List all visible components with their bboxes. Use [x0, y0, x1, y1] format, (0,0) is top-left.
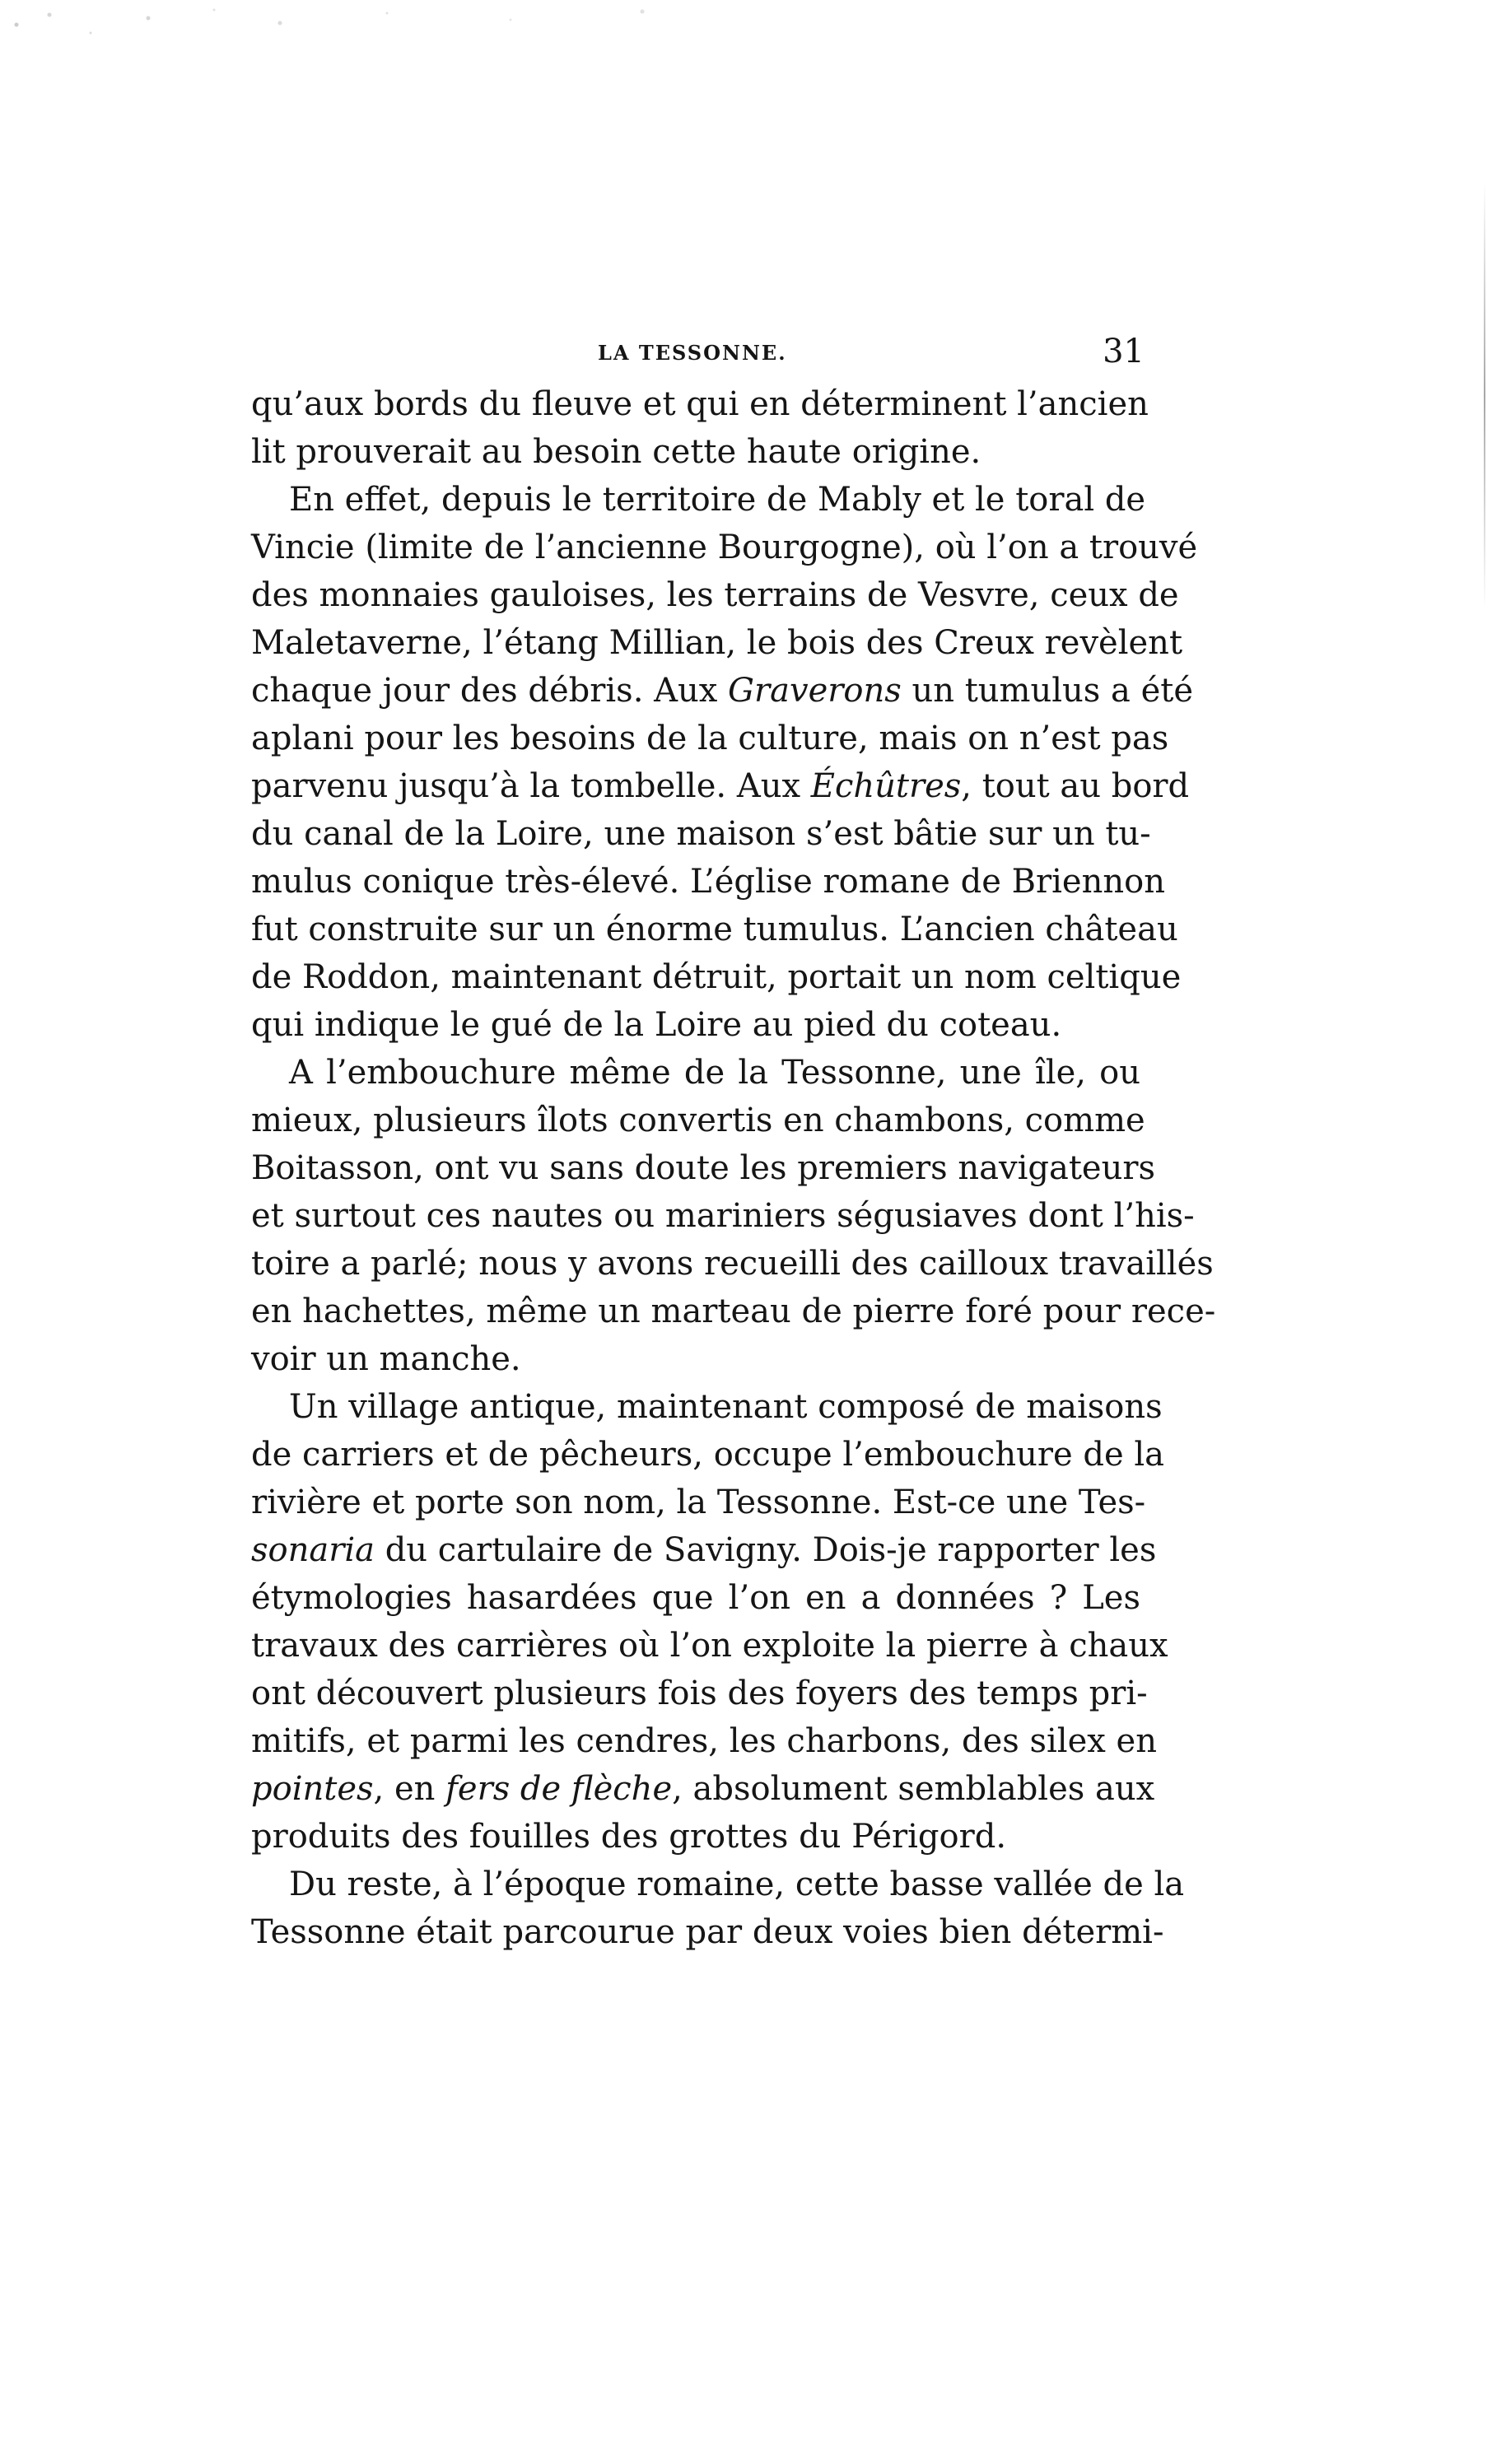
paragraph — [251, 476, 1198, 1049]
text-run: , en — [373, 1770, 446, 1808]
paragraph — [251, 380, 1149, 476]
text-run: un tumulus a été — [901, 672, 1193, 710]
running-header — [247, 333, 1145, 374]
text-line: de carriers et de pêcheurs, occupe l’embouchure de la — [251, 1436, 1164, 1474]
text-line: du canal de la Loire, une maison s’est bâtie sur un tu- — [251, 815, 1151, 853]
scan-speckle — [0, 0, 741, 74]
text-line — [251, 1526, 1157, 1574]
italic-term: Échûtres — [810, 767, 962, 805]
text-line: qui indique le gué de la Loire au pied du coteau. — [251, 1006, 1062, 1044]
page-number: 31 — [1103, 333, 1145, 370]
text-line: des monnaies gauloises, les terrains de Vesvre, ceux de — [251, 576, 1179, 614]
paragraph — [251, 1383, 1168, 1861]
text-line: étymologies hasardées que l’on en a données ? Les — [251, 1579, 1140, 1617]
text-line: rivière et porte son nom, la Tessonne. Est-ce une Tes- — [251, 1484, 1146, 1521]
text-line: et surtout ces nautes ou mariniers ségusiaves dont l’his- — [251, 1197, 1195, 1235]
text-line: travaux des carrières où l’on exploite la pierre à chaux — [251, 1627, 1168, 1665]
text-run: chaque jour des débris. Aux — [251, 672, 729, 710]
text-line: voir un manche. — [251, 1340, 521, 1378]
italic-term: Graverons — [728, 672, 902, 710]
paragraph — [251, 1861, 1185, 1956]
paragraph — [251, 1049, 1216, 1383]
text-run: du cartulaire de Savigny. Dois-je rapporter les — [374, 1531, 1157, 1569]
text-line: en hachettes, même un marteau de pierre foré pour rece- — [251, 1293, 1216, 1330]
running-title: LA TESSONNE. — [598, 341, 787, 365]
text-line: mieux, plusieurs îlots convertis en chambons, comme — [251, 1102, 1145, 1139]
text-line: Maletaverne, l’étang Millian, le bois des Creux revèlent — [251, 624, 1183, 662]
text-run: , tout au bord — [961, 767, 1190, 805]
text-run: parvenu jusqu’à la tombelle. Aux — [251, 767, 811, 805]
text-line: fut construite sur un énorme tumulus. L’ancien château — [251, 911, 1178, 948]
text-line: Un village antique, maintenant composé de maisons — [289, 1388, 1163, 1426]
text-line: mitifs, et parmi les cendres, les charbons, des silex en — [251, 1722, 1157, 1760]
text-line: Du reste, à l’époque romaine, cette basse vallée de la — [289, 1865, 1185, 1903]
text-line: qu’aux bords du fleuve et qui en déterminent l’ancien — [251, 385, 1149, 423]
text-line: ont découvert plusieurs fois des foyers des temps pri- — [251, 1674, 1148, 1712]
text-line: Boitasson, ont vu sans doute les premiers navigateurs — [251, 1149, 1155, 1187]
italic-term: pointes — [251, 1770, 374, 1808]
text-line: A l’embouchure même de la Tessonne, une île, ou — [289, 1054, 1140, 1092]
italic-term: fers de flèche — [445, 1770, 673, 1808]
text-line: mulus conique très-élevé. L’église romane de Briennon — [251, 863, 1165, 901]
text-line — [251, 1765, 1155, 1813]
text-line: lit prouverait au besoin cette haute origine. — [251, 433, 981, 471]
italic-term: sonaria — [251, 1531, 375, 1569]
text-line — [251, 667, 1193, 715]
text-line: Vincie (limite de l’ancienne Bourgogne), où l’on a trouvé — [251, 529, 1198, 566]
scan-edge-shadow — [1484, 181, 1485, 609]
text-line: Tessonne était parcourue par deux voies bien détermi- — [251, 1913, 1164, 1951]
text-line: aplani pour les besoins de la culture, mais on n’est pas — [251, 720, 1169, 757]
text-run: , absolument semblables aux — [672, 1770, 1155, 1808]
text-line — [251, 762, 1190, 810]
text-line: produits des fouilles des grottes du Périgord. — [251, 1818, 1007, 1856]
body-text — [251, 380, 1216, 1956]
text-line: de Roddon, maintenant détruit, portait un nom celtique — [251, 958, 1182, 996]
text-line: En effet, depuis le territoire de Mably et le toral de — [289, 481, 1146, 519]
text-line: toire a parlé; nous y avons recueilli des cailloux travaillés — [251, 1245, 1214, 1283]
